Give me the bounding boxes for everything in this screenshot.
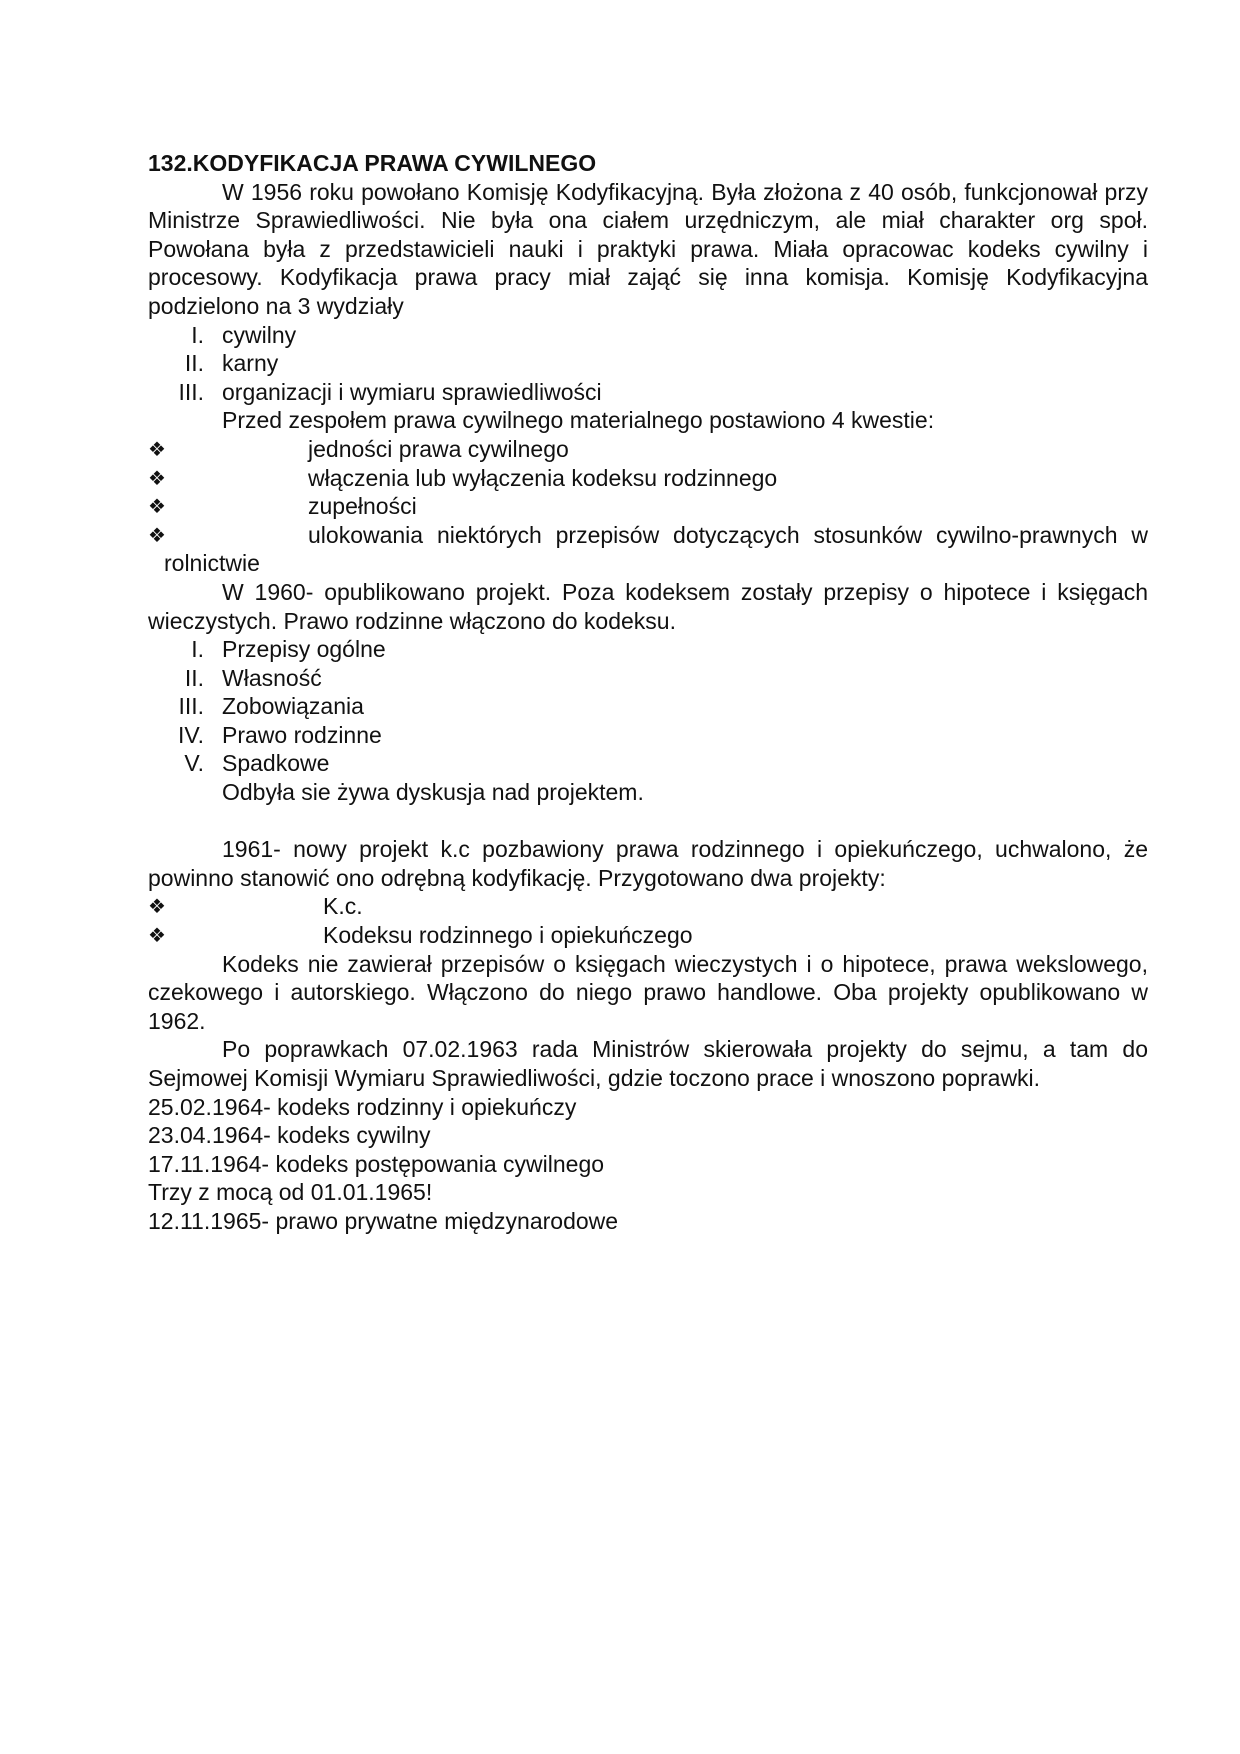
list-text: Przepisy ogólne [222, 636, 386, 663]
paragraph-amendments: Po poprawkach 07.02.1963 rada Ministrów skierowała projekty do sejmu, a tam do Sejmowej Komisji Wymiaru Sprawiedliwości, gdzie toczono prace i wnoszono poprawki. [148, 1036, 1148, 1091]
bullet-text: ulokowania niektórych przepisów dotyczących stosunków cywilno-prawnych w rolnictwie [164, 521, 1148, 577]
list-item [148, 749, 1148, 778]
list-text: cywilny [222, 321, 297, 348]
paragraph-issues-intro: Przed zespołem prawa cywilnego materialnego postawiono 4 kwestie: [222, 407, 935, 434]
list-number: III. [178, 378, 204, 405]
list-text: Własność [222, 664, 322, 691]
document-title: 132.KODYFIKACJA PRAWA CYWILNEGO [148, 150, 597, 176]
diamond-bullet-icon: ❖ [148, 894, 166, 919]
paragraph-discussion: Odbyła sie żywa dyskusja nad projektem. [222, 779, 644, 806]
date-line: 23.04.1964- kodeks cywilny [148, 1122, 431, 1149]
list-item [148, 378, 1148, 407]
list-text: Spadkowe [222, 750, 330, 777]
list-number: IV. [177, 721, 204, 748]
list-number: II. [184, 664, 204, 691]
list-item [148, 664, 1148, 693]
issues-list [148, 435, 1148, 578]
bullet-item [148, 435, 1148, 464]
date-line: 25.02.1964- kodeks rodzinny i opiekuńczy [148, 1093, 577, 1120]
list-number: I. [191, 636, 204, 663]
paragraph-1961-project: 1961- nowy projekt k.c pozbawiony prawa rodzinnego i opiekuńczego, uchwalono, że powinno stanowić ono odrębną kodyfikację. Przygotowano dwa projekty: [148, 836, 1148, 891]
bullet-item [148, 492, 1148, 521]
list-number: V. [184, 750, 204, 777]
date-line: 12.11.1965- prawo prywatne międzynarodowe [148, 1207, 619, 1234]
date-line: Trzy z mocą od 01.01.1965! [148, 1179, 433, 1206]
bullet-text: jedności prawa cywilnego [308, 435, 569, 462]
list-item [148, 349, 1148, 378]
projects-list [148, 892, 1148, 949]
list-item [148, 692, 1148, 721]
paragraph-1960-project: W 1960- opublikowano projekt. Poza kodeksem zostały przepisy o hipotece i księgach wieczystych. Prawo rodzinne włączono do kodeksu. [148, 578, 1148, 634]
list-item [148, 321, 1148, 350]
list-number: II. [184, 350, 204, 377]
diamond-bullet-icon: ❖ [148, 436, 166, 461]
list-number: III. [178, 693, 204, 720]
paragraph-commission: W 1956 roku powołano Komisję Kodyfikacyjną. Była złożona z 40 osób, funkcjonował przy Ministrze Sprawiedliwości. Nie była ona ciałem urzędniczym, ale miał charakter org społ. Powołana była z przedstawicieli nauki i praktyki prawa. Miała opracowac kodeks cywilny i procesowy. Kodyfikacja prawa pracy miał zająć się inna komisja. Komisję Kodyfikacyjna podzielono na 3 wydziały [148, 178, 1148, 319]
list-text: organizacji i wymiaru sprawiedliwości [222, 378, 602, 405]
bullet-text: Kodeksu rodzinnego i opiekuńczego [323, 922, 693, 949]
list-text: Prawo rodzinne [222, 721, 382, 748]
bullet-item [148, 464, 1148, 493]
bullet-text: zupełności [308, 493, 417, 520]
blank-line [148, 807, 1148, 836]
bullet-text: K.c. [323, 893, 363, 920]
bullet-text: włączenia lub wyłączenia kodeksu rodzinnego [308, 464, 778, 491]
diamond-bullet-icon: ❖ [148, 465, 166, 490]
paragraph-code-contents: Kodeks nie zawierał przepisów o księgach wieczystych i o hipotece, prawa wekslowego, czekowego i autorskiego. Włączono do niego prawo handlowe. Oba projekty opublikowano w 1962. [148, 950, 1148, 1034]
bullet-item [148, 892, 1148, 921]
parts-list [148, 635, 1148, 778]
list-text: Zobowiązania [222, 693, 364, 720]
diamond-bullet-icon: ❖ [148, 923, 166, 948]
list-item [148, 635, 1148, 664]
list-number: I. [191, 321, 204, 348]
dates-list [148, 1093, 1148, 1236]
departments-list [148, 321, 1148, 407]
diamond-bullet-icon: ❖ [148, 522, 166, 547]
bullet-item [148, 521, 1148, 578]
list-text: karny [222, 350, 279, 377]
diamond-bullet-icon: ❖ [148, 494, 166, 519]
list-item [148, 721, 1148, 750]
bullet-item [148, 921, 1148, 950]
date-line: 17.11.1964- kodeks postępowania cywilnego [148, 1150, 605, 1177]
document-body [148, 149, 1148, 1236]
